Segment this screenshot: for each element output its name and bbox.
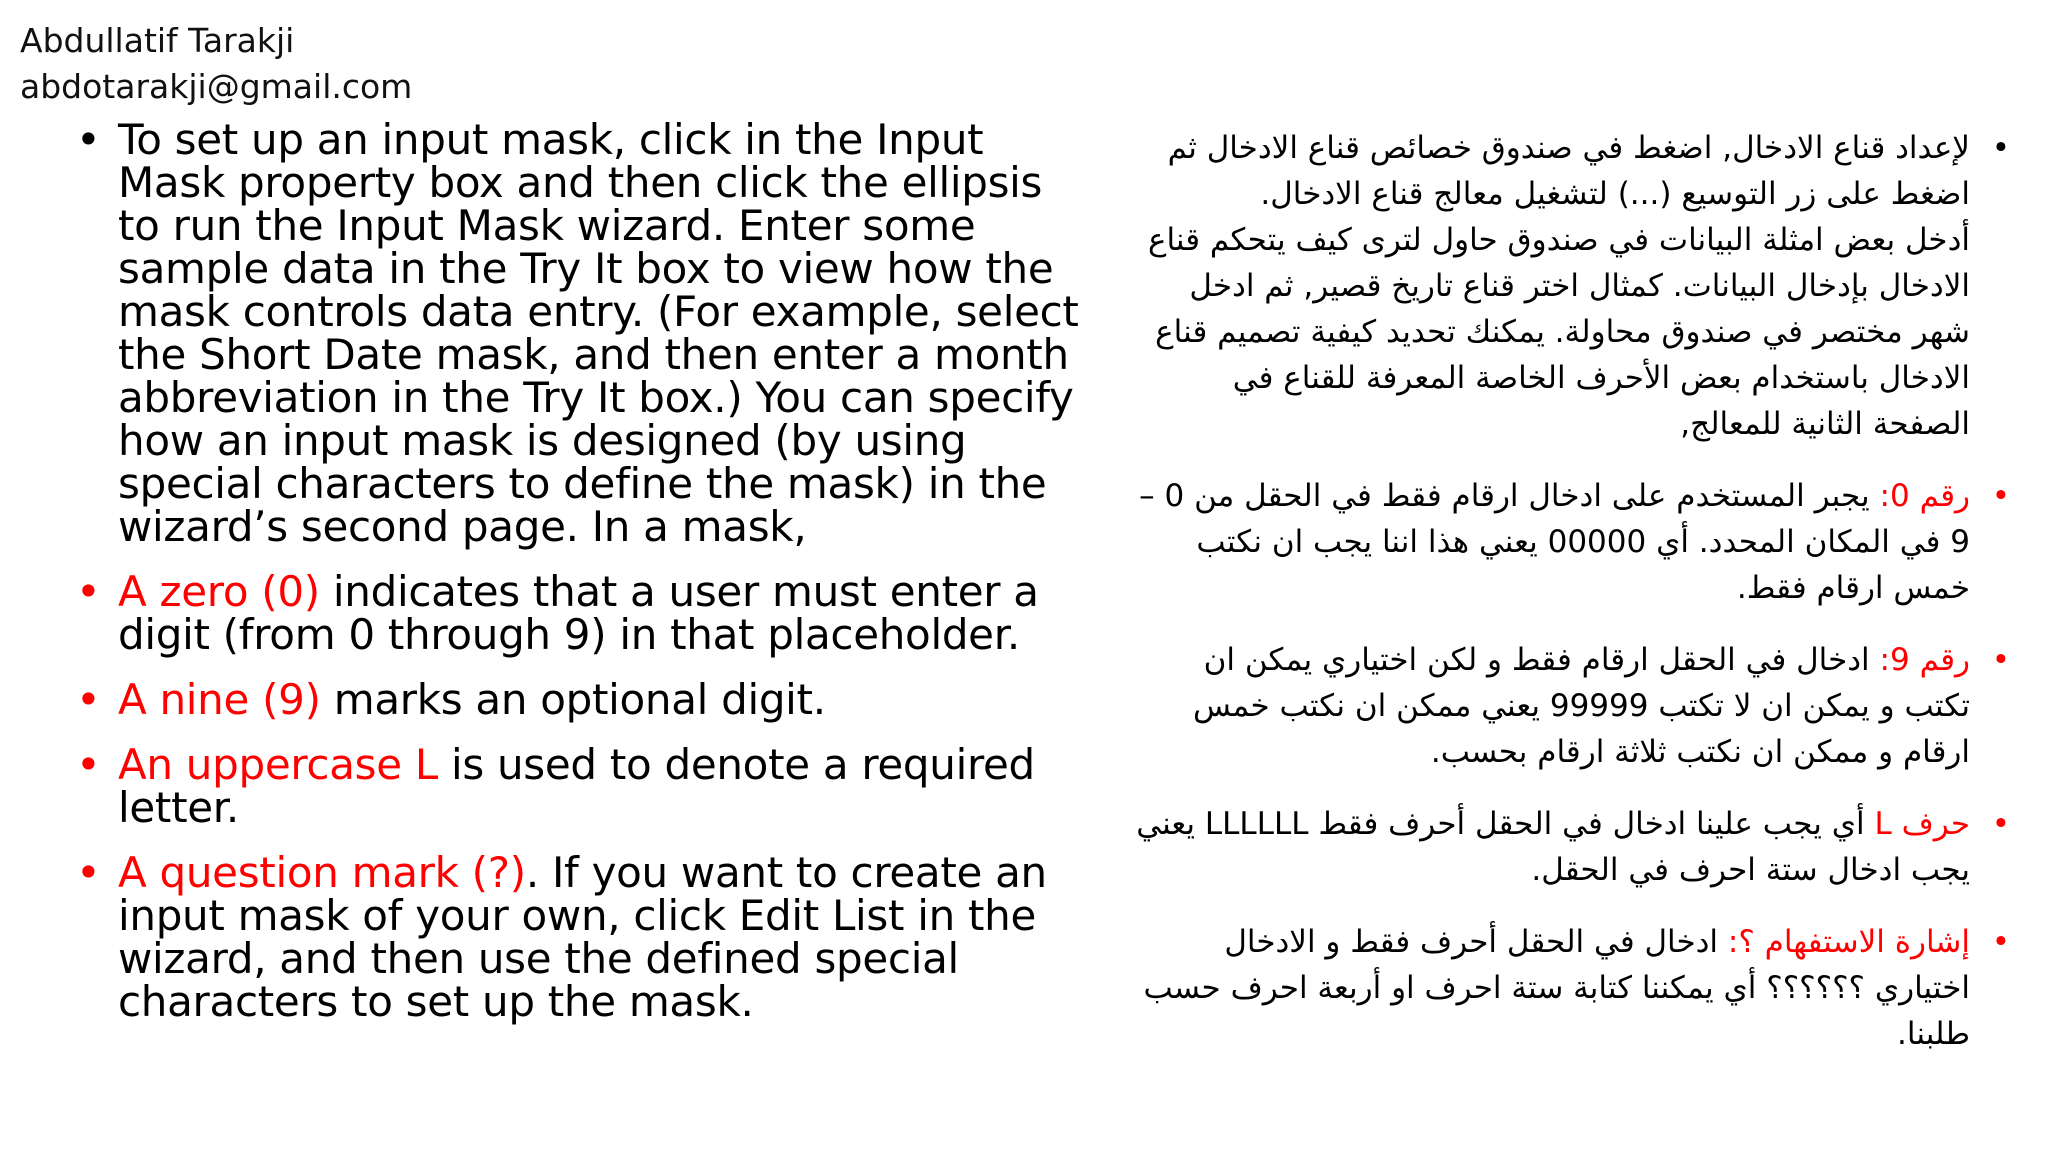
english-item-uppercase-l: [76, 740, 1096, 832]
english-item-nine: [76, 675, 1096, 724]
arabic-item-question-mark-highlight: إشارة الاستفهام ؟:: [1727, 924, 1970, 960]
english-item-nine-text: marks an optional digit.: [320, 675, 826, 724]
arabic-item-zero-text: يجبر المستخدم على ادخال ارقام فقط في الحقل من 0 – 9 في المكان المحدد. أي 00000 يعني هذا اننا يجب ان نكتب خمس ارقام فقط.: [1139, 478, 1970, 606]
arabic-item-letter-l: [1130, 801, 2010, 893]
arabic-item-zero-highlight: رقم 0:: [1879, 478, 1970, 514]
english-item-uppercase-l-text: is used to denote a required letter.: [118, 740, 1035, 832]
arabic-intro-paragraph-1: • لإعداد قناع الادخال, اضغط في صندوق خصائص قناع الادخال ثم اضغط على زر التوسيع (...) لتشغيل معالج قناع الادخال.: [1167, 130, 1970, 212]
arabic-intro-paragraph-2: أدخل بعض امثلة البيانات في صندوق حاول لترى كيف يتحكم قناع الادخال بإدخال البيانات. كمثال اختر قناع تاريخ قصير, ثم ادخل شهر مختصر في صندوق محاولة. يمكنك تحديد كيفية تصميم قناع الادخال باستخدام بعض الأحرف الخاصة المعرفة للقناع في الصفحة الثانية للمعالج,: [1147, 222, 1970, 442]
english-item-uppercase-l-highlight: An uppercase L: [118, 740, 438, 789]
english-item-nine-highlight: A nine (9): [118, 675, 321, 724]
arabic-item-letter-l-highlight: حرف L: [1874, 806, 1970, 842]
arabic-item-question-mark-text: ادخال في الحقل أحرف فقط و الادخال اختياري ؟؟؟؟؟؟ أي يمكننا كتابة ستة احرف او أربعة احرف حسب طلبنا.: [1143, 924, 1970, 1052]
arabic-item-letter-l-text: أي يجب علينا ادخال في الحقل أحرف فقط LLLLLL يعني يجب ادخال ستة احرف في الحقل.: [1136, 806, 1970, 888]
english-content: [76, 115, 1096, 1045]
english-intro-item: [76, 115, 1096, 551]
author-block: [20, 18, 412, 110]
arabic-intro-item: [1130, 125, 2010, 447]
english-item-question-mark: [76, 848, 1096, 1026]
english-intro-text: To set up an input mask, click in the Input Mask property box and then click the ellipsis to run the Input Mask wizard. Enter some sample data in the Try It box to view how the mask controls data entry. (For example, select the Short Date mask, and then enter a month abbreviation in the Try It box.) You can specify how an input mask is designed (by using special characters to define the mask) in the wizard’s second page. In a mask,: [118, 115, 1079, 551]
arabic-bullet-list: [1130, 125, 2010, 1057]
arabic-item-nine-highlight: رقم 9:: [1879, 642, 1970, 678]
english-item-zero-text: indicates that a user must enter a digit (from 0 through 9) in that placeholder.: [118, 567, 1039, 659]
author-email: abdotarakji@gmail.com: [20, 67, 413, 106]
author-name: Abdullatif Tarakji: [20, 21, 295, 60]
arabic-content: [1130, 125, 2010, 1083]
english-bullet-list: [76, 115, 1096, 1026]
english-item-question-mark-highlight: A question mark (?): [118, 848, 526, 897]
arabic-item-question-mark: [1130, 919, 2010, 1057]
arabic-item-nine-text: ادخال في الحقل ارقام فقط و لكن اختياري يمكن ان تكتب و يمكن ان لا تكتب 99999 يعني ممكن ان نكتب خمس ارقام و ممكن ان نكتب ثلاثة ارقام بحسب.: [1193, 642, 1970, 770]
english-item-zero: [76, 567, 1096, 659]
arabic-item-zero: [1130, 473, 2010, 611]
english-item-zero-highlight: A zero (0): [118, 567, 320, 616]
english-item-question-mark-text: . If you want to create an input mask of your own, click Edit List in the wizard, and then use the defined special characters to set up the mask.: [118, 848, 1047, 1026]
arabic-item-nine: [1130, 637, 2010, 775]
